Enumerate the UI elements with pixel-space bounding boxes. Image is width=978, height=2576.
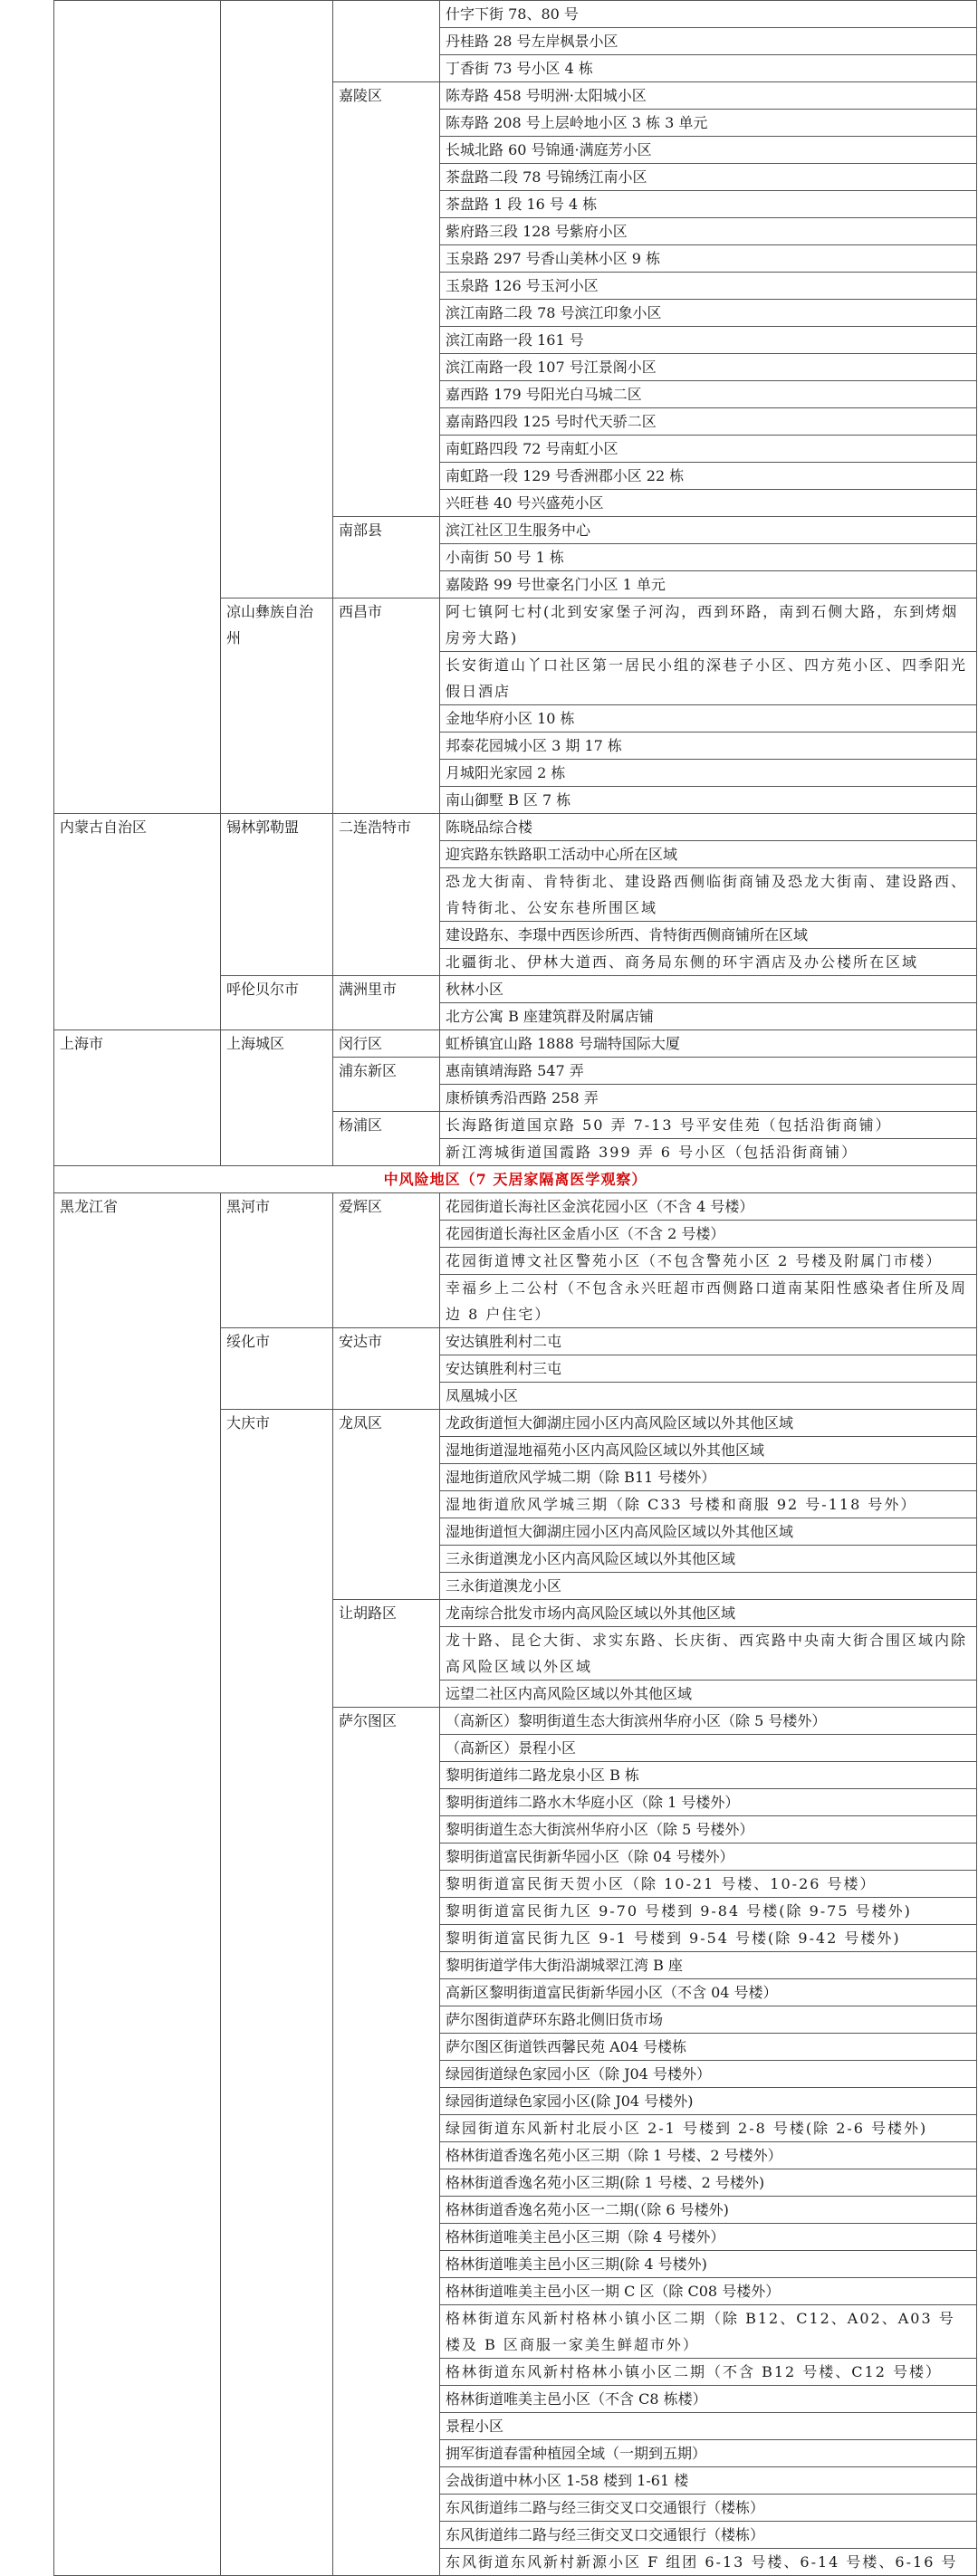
table-row: [54, 1, 977, 28]
address-cell: 康桥镇秀沿西路 258 弄: [440, 1085, 977, 1112]
address-cell: 黎明街道富民街新华园小区（除 04 号楼外）: [440, 1843, 977, 1871]
address-cell: 黎明街道生态大街滨州华府小区（除 5 号楼外）: [440, 1816, 977, 1843]
address-cell: 龙十路、昆仑大街、求实东路、长庆街、西宾路中央南大街合围区域内除高风险区域以外区域: [440, 1627, 977, 1681]
address-cell: 龙政街道恒大御湖庄园小区内高风险区域以外其他区域: [440, 1410, 977, 1437]
address-cell: 绿园街道绿色家园小区(除 J04 号楼外): [440, 2088, 977, 2115]
city-cell: 凉山彝族自治州: [221, 599, 333, 814]
address-cell: 丹桂路 28 号左岸枫景小区: [440, 28, 977, 55]
address-cell: 阿七镇阿七村(北到安家堡子河沟，西到环路，南到石侧大路，东到烤烟房旁大路): [440, 599, 977, 652]
address-cell: （高新区）黎明街道生态大街滨州华府小区（除 5 号楼外）: [440, 1708, 977, 1735]
address-cell: 龙南综合批发市场内高风险区域以外其他区域: [440, 1600, 977, 1627]
province-cell: 内蒙古自治区: [54, 814, 221, 1030]
table-row: [54, 814, 977, 841]
address-cell: 东风街道东风新村新源小区 F 组团 6-13 号楼、6-14 号楼、6-16 号: [440, 2549, 977, 2576]
district-cell: 龙凤区: [333, 1410, 440, 1600]
address-cell: 幸福乡上二公村（不包含永兴旺超市西侧路口道南某阳性感染者住所及周边 8 户住宅）: [440, 1275, 977, 1328]
address-cell: 花园街道博文社区警苑小区（不包含警苑小区 2 号楼及附属门市楼）: [440, 1248, 977, 1275]
address-cell: 湿地街道欣风学城三期（除 C33 号楼和商服 92 号-118 号外）: [440, 1491, 977, 1518]
address-cell: 黎明街道富民街九区 9-1 号楼到 9-54 号楼(除 9-42 号楼外): [440, 1925, 977, 1952]
address-cell: 嘉南路四段 125 号时代天骄二区: [440, 408, 977, 436]
address-cell: 黎明街道富民街九区 9-70 号楼到 9-84 号楼(除 9-75 号楼外): [440, 1898, 977, 1925]
address-cell: 格林街道香逸名苑小区一二期(（除 6 号楼外): [440, 2197, 977, 2224]
city-cell: 黑河市: [221, 1193, 333, 1328]
address-cell: 滨江南路二段 78 号滨江印象小区: [440, 300, 977, 327]
risk-area-document: [53, 0, 968, 2576]
city-cell: 呼伦贝尔市: [221, 976, 333, 1030]
address-cell: 格林街道唯美主邑小区（不含 C8 栋楼）: [440, 2386, 977, 2413]
risk-area-table: [53, 0, 977, 2576]
province-cell: 黑龙江省: [54, 1193, 221, 2576]
city-cell: 绥化市: [221, 1328, 333, 1410]
district-cell: [333, 1, 440, 82]
address-cell: 湿地街道恒大御湖庄园小区内高风险区域以外其他区域: [440, 1518, 977, 1546]
district-cell: 让胡路区: [333, 1600, 440, 1708]
address-cell: 高新区黎明街道富民街新华园小区（不含 04 号楼）: [440, 1979, 977, 2006]
address-cell: 邦泰花园城小区 3 期 17 栋: [440, 733, 977, 760]
district-cell: 安达市: [333, 1328, 440, 1410]
district-cell: 南部县: [333, 517, 440, 599]
address-cell: 茶盘路二段 78 号锦绣江南小区: [440, 164, 977, 191]
address-cell: 滨江社区卫生服务中心: [440, 517, 977, 544]
province-cell: 上海市: [54, 1030, 221, 1166]
address-cell: 小南街 50 号 1 栋: [440, 544, 977, 571]
address-cell: 萨尔图区街道铁西馨民苑 A04 号楼栋: [440, 2034, 977, 2061]
district-cell: 爱辉区: [333, 1193, 440, 1328]
address-cell: 紫府路三段 128 号紫府小区: [440, 218, 977, 245]
address-cell: 格林街道东风新村格林小镇小区二期（不含 B12 号楼、C12 号楼）: [440, 2359, 977, 2386]
address-cell: 什字下街 78、80 号: [440, 1, 977, 28]
province-cell: [54, 1, 221, 814]
address-cell: 恐龙大街南、肯特街北、建设路西侧临街商铺及恐龙大街南、建设路西、肯特街北、公安东巷所围区域: [440, 868, 977, 922]
address-cell: 长海路街道国京路 50 弄 7-13 号平安佳苑（包括沿街商铺）: [440, 1112, 977, 1139]
address-cell: 长城北路 60 号锦通·满庭芳小区: [440, 137, 977, 164]
address-cell: 惠南镇靖海路 547 弄: [440, 1058, 977, 1085]
city-cell: 上海城区: [221, 1030, 333, 1166]
district-cell: 萨尔图区: [333, 1708, 440, 2576]
address-cell: 景程小区: [440, 2413, 977, 2440]
address-cell: 格林街道香逸名苑小区三期(除 1 号楼、2 号楼外): [440, 2169, 977, 2197]
address-cell: 格林街道唯美主邑小区一期 C 区（除 C08 号楼外）: [440, 2278, 977, 2305]
address-cell: 会战街道中林小区 1-58 楼到 1-61 楼: [440, 2467, 977, 2495]
address-cell: 绿园街道东风新村北辰小区 2-1 号楼到 2-8 号楼(除 2-6 号楼外): [440, 2115, 977, 2142]
address-cell: 长安街道山丫口社区第一居民小组的深巷子小区、四方苑小区、四季阳光假日酒店: [440, 652, 977, 705]
section-title: 中风险地区（7 天居家隔离医学观察）: [54, 1166, 977, 1193]
city-cell: 大庆市: [221, 1410, 333, 2576]
district-cell: 嘉陵区: [333, 82, 440, 517]
address-cell: 金地华府小区 10 栋: [440, 705, 977, 733]
address-cell: 绿园街道绿色家园小区（除 J04 号楼外）: [440, 2061, 977, 2088]
address-cell: 丁香街 73 号小区 4 栋: [440, 55, 977, 82]
address-cell: 建设路东、李璟中西医诊所西、肯特街西侧商铺所在区域: [440, 922, 977, 949]
address-cell: 格林街道东风新村格林小镇小区二期（除 B12、C12、A02、A03 号楼及 B 区商服一家美生鲜超市外）: [440, 2305, 977, 2359]
address-cell: 黎明街道富民街天贺小区（除 10-21 号楼、10-26 号楼）: [440, 1871, 977, 1898]
address-cell: 南虹路四段 72 号南虹小区: [440, 436, 977, 463]
table-row: [54, 1030, 977, 1058]
address-cell: 嘉陵路 99 号世豪名门小区 1 单元: [440, 571, 977, 599]
section-header-row: [54, 1166, 977, 1193]
address-cell: 秋林小区: [440, 976, 977, 1003]
address-cell: 三永街道澳龙小区内高风险区域以外其他区域: [440, 1546, 977, 1573]
address-cell: 陈寿路 458 号明洲·太阳城小区: [440, 82, 977, 110]
address-cell: 花园街道长海社区金盾小区（不含 2 号楼）: [440, 1221, 977, 1248]
address-cell: 月城阳光家园 2 栋: [440, 760, 977, 787]
address-cell: 南山御墅 B 区 7 栋: [440, 787, 977, 814]
district-cell: 浦东新区: [333, 1058, 440, 1112]
district-cell: 杨浦区: [333, 1112, 440, 1166]
address-cell: 玉泉路 297 号香山美林小区 9 栋: [440, 245, 977, 273]
address-cell: 安达镇胜利村三屯: [440, 1355, 977, 1383]
address-cell: 凤凰城小区: [440, 1383, 977, 1410]
address-cell: 安达镇胜利村二屯: [440, 1328, 977, 1355]
address-cell: 花园街道长海社区金滨花园小区（不含 4 号楼）: [440, 1193, 977, 1221]
address-cell: 南虹路一段 129 号香洲郡小区 22 栋: [440, 463, 977, 490]
address-cell: 茶盘路 1 段 16 号 4 栋: [440, 191, 977, 218]
address-cell: 陈晓品综合楼: [440, 814, 977, 841]
address-cell: 远望二社区内高风险区域以外其他区域: [440, 1681, 977, 1708]
address-cell: （高新区）景程小区: [440, 1735, 977, 1762]
address-cell: 虹桥镇宜山路 1888 号瑞特国际大厦: [440, 1030, 977, 1058]
address-cell: 三永街道澳龙小区: [440, 1573, 977, 1600]
address-cell: 格林街道唯美主邑小区三期(除 4 号楼外): [440, 2251, 977, 2278]
address-cell: 萨尔图街道萨环东路北侧旧货市场: [440, 2006, 977, 2034]
address-cell: 北疆街北、伊林大道西、商务局东侧的环宇酒店及办公楼所在区域: [440, 949, 977, 976]
address-cell: 湿地街道湿地福苑小区内高风险区域以外其他区域: [440, 1437, 977, 1464]
address-cell: 拥军街道春雷种植园全域（一期到五期）: [440, 2440, 977, 2467]
address-cell: 北方公寓 B 座建筑群及附属店铺: [440, 1003, 977, 1030]
city-cell: 锡林郭勒盟: [221, 814, 333, 976]
address-cell: 黎明街道纬二路龙泉小区 B 栋: [440, 1762, 977, 1789]
address-cell: 滨江南路一段 107 号江景阁小区: [440, 354, 977, 381]
district-cell: 满洲里市: [333, 976, 440, 1030]
district-cell: 西昌市: [333, 599, 440, 814]
address-cell: 格林街道香逸名苑小区三期（除 1 号楼、2 号楼外）: [440, 2142, 977, 2169]
address-cell: 黎明街道学伟大街沿湖城翠江湾 B 座: [440, 1952, 977, 1979]
address-cell: 兴旺巷 40 号兴盛苑小区: [440, 490, 977, 517]
address-cell: 新江湾城街道国霞路 399 弄 6 号小区（包括沿街商铺）: [440, 1139, 977, 1166]
address-cell: 黎明街道纬二路水木华庭小区（除 1 号楼外）: [440, 1789, 977, 1816]
address-cell: 嘉西路 179 号阳光白马城二区: [440, 381, 977, 408]
district-cell: 二连浩特市: [333, 814, 440, 976]
address-cell: 格林街道唯美主邑小区三期（除 4 号楼外）: [440, 2224, 977, 2251]
address-cell: 东风街道纬二路与经三街交叉口交通银行（楼栋）: [440, 2522, 977, 2549]
city-cell: [221, 1, 333, 599]
address-cell: 湿地街道欣风学城二期（除 B11 号楼外）: [440, 1464, 977, 1491]
district-cell: 闵行区: [333, 1030, 440, 1058]
address-cell: 东风街道纬二路与经三街交叉口交通银行（楼栋）: [440, 2495, 977, 2522]
address-cell: 滨江南路一段 161 号: [440, 327, 977, 354]
table-row: [54, 1193, 977, 1221]
address-cell: 迎宾路东铁路职工活动中心所在区域: [440, 841, 977, 868]
address-cell: 陈寿路 208 号上层岭地小区 3 栋 3 单元: [440, 110, 977, 137]
address-cell: 玉泉路 126 号玉河小区: [440, 273, 977, 300]
risk-area-table-body: [54, 1, 977, 2576]
